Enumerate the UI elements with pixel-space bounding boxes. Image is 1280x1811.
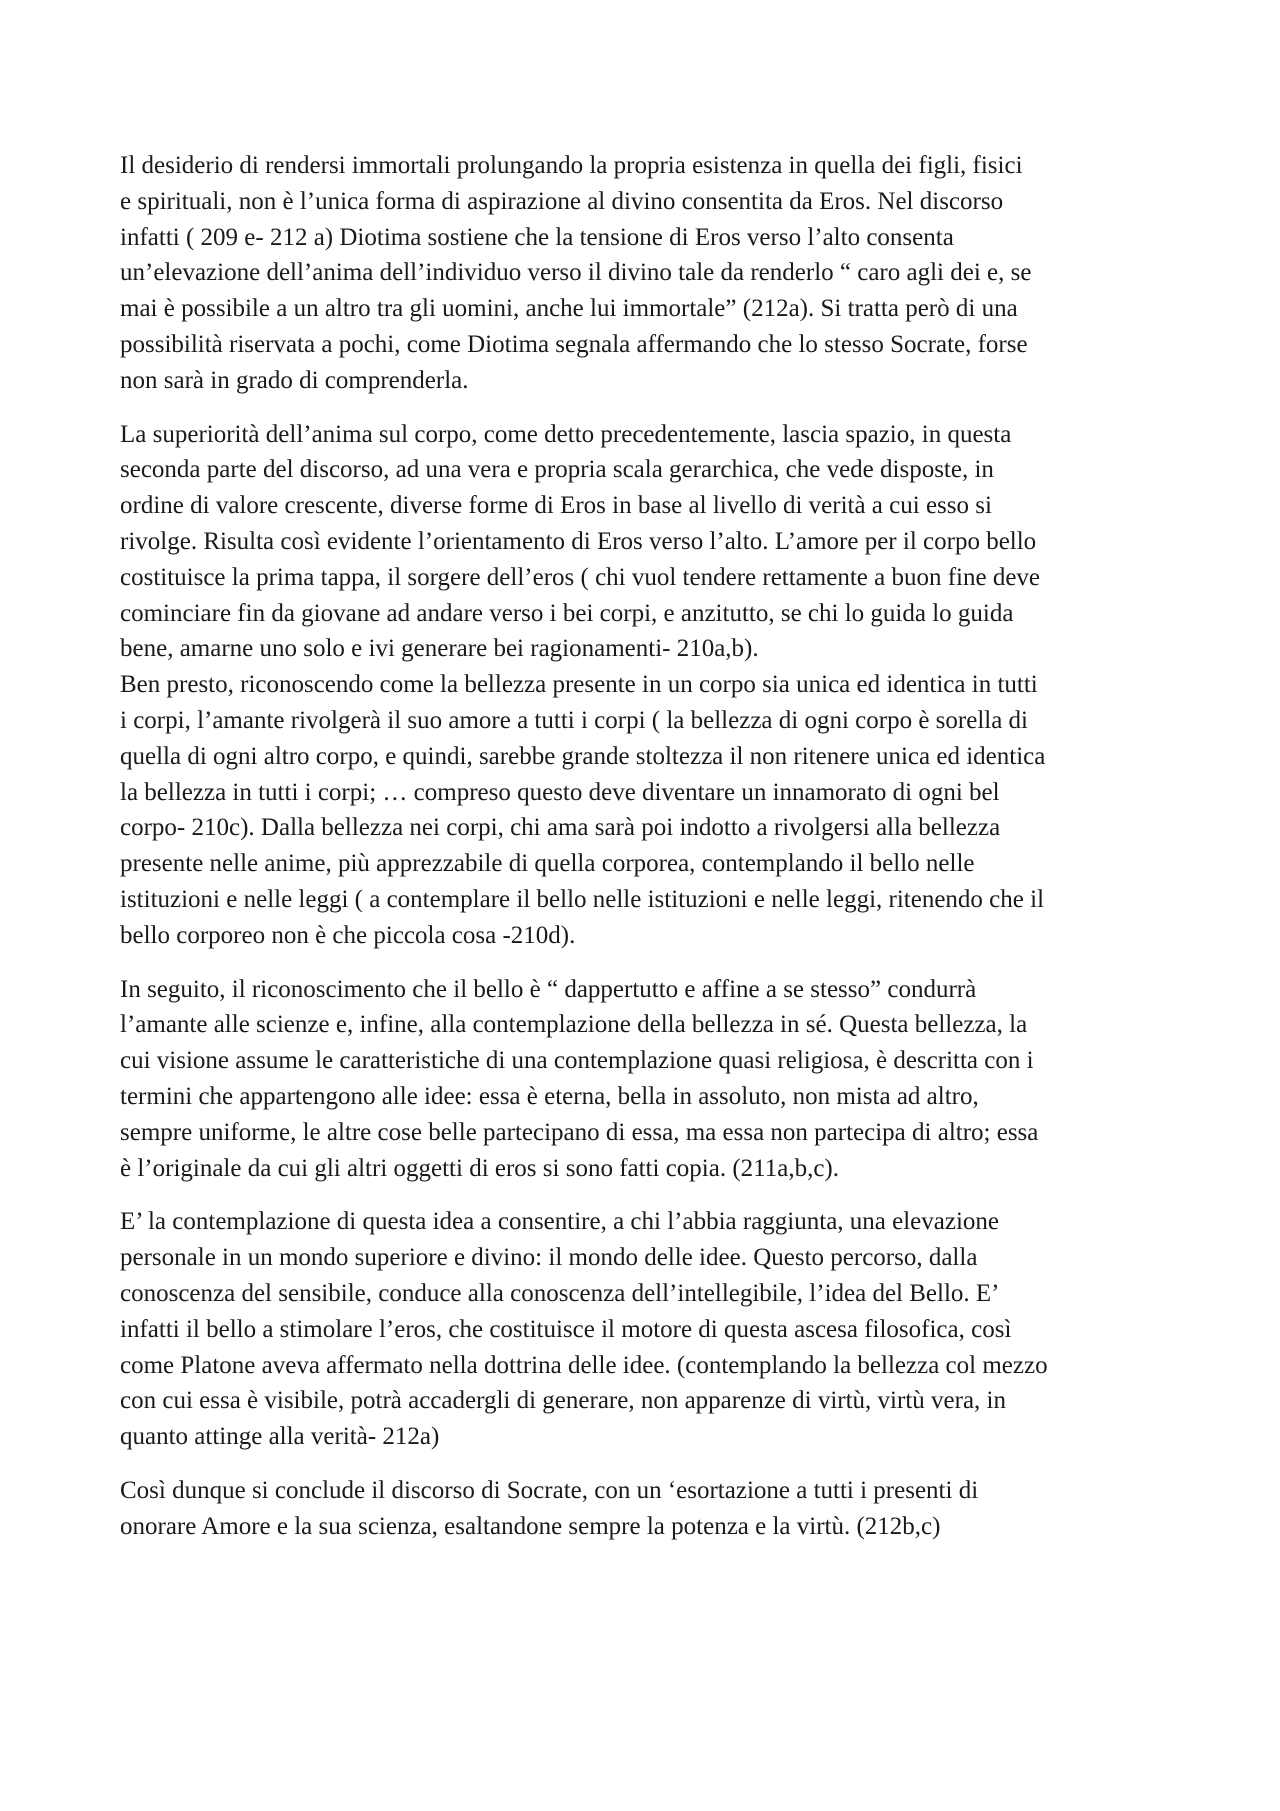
text-line: onorare Amore e la sua scienza, esaltandone sempre la potenza e la virtù. (212b,c) [120, 1512, 941, 1540]
text-line: quella di ogni altro corpo, e quindi, sarebbe grande stoltezza il non ritenere unica ed identica [120, 742, 1046, 770]
paragraph-2 [120, 417, 1180, 668]
text-line: è l’originale da cui gli altri oggetti di eros si sono fatti copia. (211a,b,c). [120, 1154, 840, 1182]
text-line: la bellezza in tutti i corpi; … compreso questo deve diventare un innamorato di ogni bel [120, 778, 1000, 806]
text-line: Così dunque si conclude il discorso di Socrate, con un ‘esortazione a tutti i presenti di [120, 1476, 979, 1504]
text-line: infatti ( 209 e- 212 a) Diotima sostiene che la tensione di Eros verso l’alto consenta [120, 223, 954, 251]
paragraph-1 [120, 148, 1180, 399]
text-line: Il desiderio di rendersi immortali prolungando la propria esistenza in quella dei figli, fisici [120, 152, 1023, 179]
text-line: rivolge. Risulta così evidente l’orientamento di Eros verso l’alto. L’amore per il corpo bello [120, 527, 1037, 555]
text-line: personale in un mondo superiore e divino: il mondo delle idee. Questo percorso, dalla [120, 1244, 978, 1272]
text-line: seconda parte del discorso, ad una vera e propria scala gerarchica, che vede disposte, in [120, 456, 994, 484]
text-line: conoscenza del sensibile, conduce alla conoscenza dell’intellegibile, l’idea del Bello. E’ [120, 1279, 1000, 1307]
paragraph-5 [120, 1204, 1180, 1455]
text-line: costituisce la prima tappa, il sorgere dell’eros ( chi vuol tendere rettamente a buon fine deve [120, 563, 1041, 591]
paragraph-6 [120, 1473, 1180, 1545]
paragraph-4 [120, 972, 1180, 1187]
text-line: cominciare fin da giovane ad andare verso i bei corpi, e anzitutto, se chi lo guida lo guida [120, 599, 1014, 627]
text-line: In seguito, il riconoscimento che il bello è “ dappertutto e affine a se stesso” condurrà [120, 975, 977, 1003]
document-body [120, 148, 1180, 1562]
text-line: La superiorità dell’anima sul corpo, come detto precedentemente, lascia spazio, in questa [120, 420, 1012, 448]
text-line: i corpi, l’amante rivolgerà il suo amore a tutti i corpi ( la bellezza di ogni corpo è sorella di [120, 706, 1029, 734]
text-line: infatti il bello a stimolare l’eros, che costituisce il motore di questa ascesa filosofica, così [120, 1315, 1012, 1343]
text-line: corpo- 210c). Dalla bellezza nei corpi, chi ama sarà poi indotto a rivolgersi alla bellezza [120, 814, 1001, 842]
text-line: istituzioni e nelle leggi ( a contemplare il bello nelle istituzioni e nelle leggi, ritenendo che il [120, 885, 1045, 913]
paragraph-3 [120, 667, 1180, 953]
text-line: quanto attinge alla verità- 212a) [120, 1423, 440, 1451]
text-line: e spirituali, non è l’unica forma di aspirazione al divino consentita da Eros. Nel discorso [120, 187, 1004, 215]
text-line: termini che appartengono alle idee: essa è eterna, bella in assoluto, non mista ad altro, [120, 1082, 979, 1110]
text-line: bene, amarne uno solo e ivi generare bei ragionamenti- 210a,b). [120, 635, 759, 663]
text-line: sempre uniforme, le altre cose belle partecipano di essa, ma essa non partecipa di altro; essa [120, 1118, 1039, 1146]
text-line: come Platone aveva affermato nella dottrina delle idee. (contemplando la bellezza col mezzo [120, 1351, 1048, 1379]
text-line: non sarà in grado di comprenderla. [120, 366, 469, 394]
text-line: cui visione assume le caratteristiche di una contemplazione quasi religiosa, è descritta con i [120, 1047, 1034, 1075]
text-line: Ben presto, riconoscendo come la bellezza presente in un corpo sia unica ed identica in tutti [120, 671, 1038, 699]
text-line: un’elevazione dell’anima dell’individuo verso il divino tale da renderlo “ caro agli dei e, se [120, 259, 1032, 287]
text-line: E’ la contemplazione di questa idea a consentire, a chi l’abbia raggiunta, una elevazione [120, 1208, 1000, 1236]
text-line: presente nelle anime, più apprezzabile di quella corporea, contemplando il bello nelle [120, 850, 975, 878]
text-line: ordine di valore crescente, diverse forme di Eros in base al livello di verità a cui esso si [120, 492, 992, 520]
text-line: possibilità riservata a pochi, come Diotima segnala affermando che lo stesso Socrate, forse [120, 330, 1028, 358]
text-line: con cui essa è visibile, potrà accadergli di generare, non apparenze di virtù, virtù vera, in [120, 1387, 1006, 1415]
text-line: l’amante alle scienze e, infine, alla contemplazione della bellezza in sé. Questa bellezza, la [120, 1011, 1028, 1039]
text-line: mai è possibile a un altro tra gli uomini, anche lui immortale” (212a). Si tratta però di una [120, 295, 1018, 323]
text-line: bello corporeo non è che piccola cosa -210d). [120, 921, 576, 949]
